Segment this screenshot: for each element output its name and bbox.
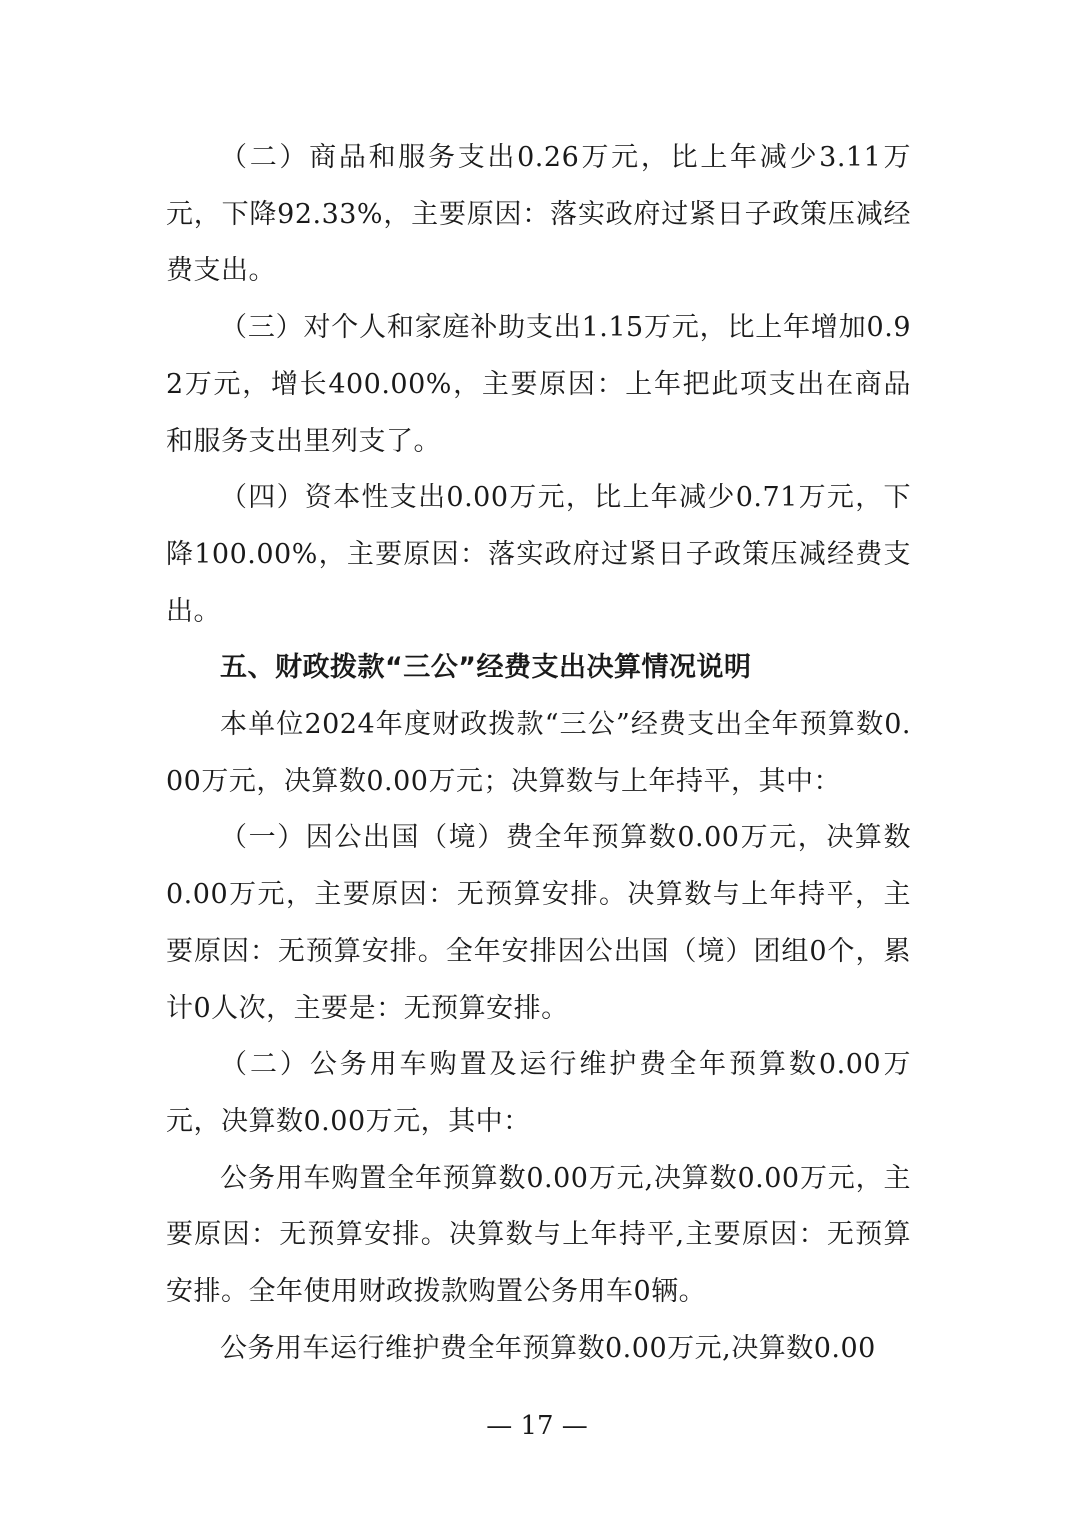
paragraph-goods-services: （二）商品和服务支出0.26万元，比上年减少3.11万元，下降92.33%，主要原因：落实政府过紧日子政策压减经费支出。 <box>166 142 911 287</box>
paragraph-vehicle-purchase: 公务用车购置全年预算数0.00万元,决算数0.00万元，主要原因：无预算安排。决算数与上年持平,主要原因：无预算安排。全年使用财政拨款购置公务用车0辆。 <box>166 1162 911 1308</box>
paragraph-overseas-travel: （一）因公出国（境）费全年预算数0.00万元，决算数0.00万元，主要原因：无预算安排。决算数与上年持平，主要原因：无预算安排。全年安排因公出国（境）团组0个，累计0人次，主要是：无预算安排。 <box>166 822 911 1024</box>
page-number: — 17 — <box>486 1411 588 1441</box>
document-body <box>166 130 911 1377</box>
paragraph-official-vehicles: （二）公务用车购置及运行维护费全年预算数0.00万元，决算数0.00万元，其中： <box>166 1049 911 1137</box>
section-heading: 五、财政拨款“三公”经费支出决算情况说明 <box>220 652 752 684</box>
paragraph-household-subsidy: （三）对个人和家庭补助支出1.15万元，比上年增加0.92万元，增长400.00%，主要原因：上年把此项支出在商品和服务支出里列支了。 <box>166 312 911 457</box>
paragraph-three-public-overview: 本单位2024年度财政拨款“三公”经费支出全年预算数0.00万元，决算数0.00万元；决算数与上年持平，其中： <box>166 709 911 797</box>
paragraph-vehicle-maintenance: 公务用车运行维护费全年预算数0.00万元,决算数0.00 <box>220 1332 876 1364</box>
paragraph-capital-expenditure: （四）资本性支出0.00万元，比上年减少0.71万元，下降100.00%，主要原因：落实政府过紧日子政策压减经费支出。 <box>166 482 911 627</box>
